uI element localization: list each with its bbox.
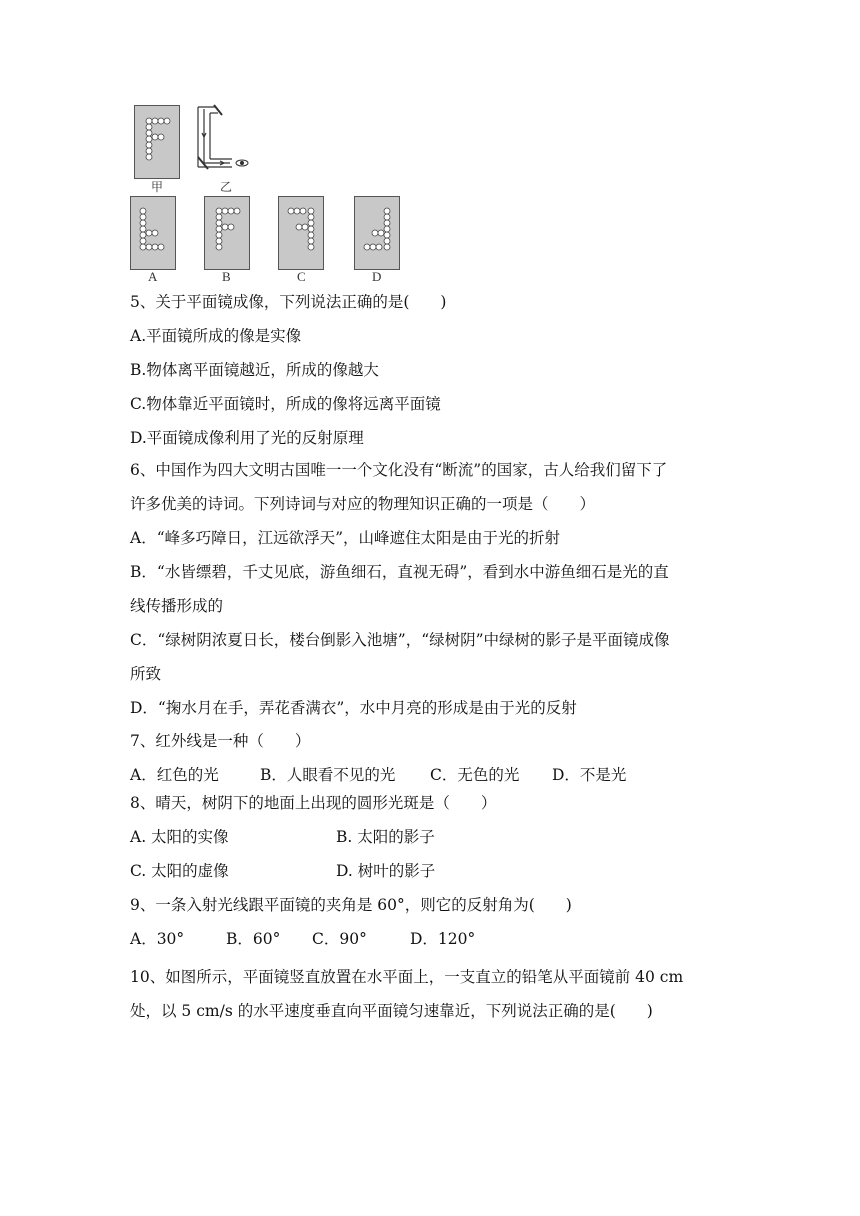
option-b-panel bbox=[204, 196, 250, 270]
q6-option-c-line-2: 所致 bbox=[130, 665, 162, 683]
q6-option-b-line-2: 线传播形成的 bbox=[130, 597, 224, 615]
option-label-a: A bbox=[148, 269, 158, 284]
option-label-d: D bbox=[372, 269, 382, 284]
q9-options bbox=[130, 929, 475, 949]
q6-option-a: A．“峰多巧障日，江远欲浮天”，山峰遮住太阳是由于光的折射 bbox=[130, 529, 561, 547]
figure-label-yi: 乙 bbox=[220, 180, 233, 194]
q5-option-d: D.平面镜成像利用了光的反射原理 bbox=[130, 429, 364, 447]
q5-option-a: A.平面镜所成的像是实像 bbox=[130, 327, 302, 345]
q6-option-d: D．“掬水月在手，弄花香满衣”，水中月亮的形成是由于光的反射 bbox=[130, 699, 577, 717]
q7-options bbox=[130, 765, 626, 785]
q5-stem: 5、关于平面镜成像，下列说法正确的是( ) bbox=[130, 293, 447, 311]
q9-option-b: B．60° bbox=[226, 930, 281, 948]
q10-stem-line-1: 10、如图所示，平面镜竖直放置在水平面上，一支直立的铅笔从平面镜前 40 cm bbox=[130, 968, 684, 986]
q9-stem: 9、一条入射光线跟平面镜的夹角是 60°，则它的反射角为( ) bbox=[130, 896, 572, 914]
figure-yi-periscope bbox=[192, 103, 262, 177]
q5-option-b: B.物体离平面镜越近，所成的像越大 bbox=[130, 361, 379, 379]
option-label-b: B bbox=[222, 269, 231, 284]
q9-option-a: A．30° bbox=[130, 930, 185, 948]
q8-stem: 8、晴天，树阴下的地面上出现的圆形光斑是（ ） bbox=[130, 794, 497, 812]
option-label-c: C bbox=[297, 269, 306, 284]
q5-option-c: C.物体靠近平面镜时，所成的像将远离平面镜 bbox=[130, 395, 441, 413]
option-a-panel bbox=[130, 196, 176, 270]
q6-option-b-line-1: B．“水皆缥碧，千丈见底，游鱼细石，直视无碍”，看到水中游鱼细石是光的直 bbox=[130, 563, 669, 581]
q7-option-a: A．红色的光 bbox=[130, 766, 219, 784]
figure-label-jia: 甲 bbox=[151, 180, 164, 194]
q7-option-c: C．无色的光 bbox=[430, 766, 520, 784]
q8-options-row-2 bbox=[130, 861, 435, 881]
q8-option-b: B. 太阳的影子 bbox=[336, 828, 435, 846]
q9-option-c: C．90° bbox=[312, 930, 367, 948]
figure-jia-panel bbox=[134, 105, 180, 179]
q6-stem-line-2: 许多优美的诗词。下列诗词与对应的物理知识正确的一项是（ ） bbox=[130, 495, 596, 513]
q8-options-row-1 bbox=[130, 827, 435, 847]
q7-option-b: B．人眼看不见的光 bbox=[260, 766, 396, 784]
q7-stem: 7、红外线是一种（ ） bbox=[130, 732, 311, 750]
q7-option-d: D．不是光 bbox=[552, 766, 627, 784]
q9-option-d: D．120° bbox=[410, 930, 476, 948]
option-c-panel bbox=[278, 196, 324, 270]
q6-option-c-line-1: C．“绿树阴浓夏日长，楼台倒影入池塘”，“绿树阴”中绿树的影子是平面镜成像 bbox=[130, 631, 670, 649]
q6-stem-line-1: 6、中国作为四大文明古国唯一一个文化没有“断流”的国家，古人给我们留下了 bbox=[130, 461, 668, 479]
q10-stem-line-2: 处，以 5 cm/s 的水平速度垂直向平面镜匀速靠近，下列说法正确的是( ) bbox=[130, 1002, 653, 1020]
q8-option-c: C. 太阳的虚像 bbox=[130, 862, 229, 880]
q8-option-d: D. 树叶的影子 bbox=[336, 862, 436, 880]
q8-option-a: A. 太阳的实像 bbox=[130, 828, 229, 846]
option-d-panel bbox=[354, 196, 400, 270]
